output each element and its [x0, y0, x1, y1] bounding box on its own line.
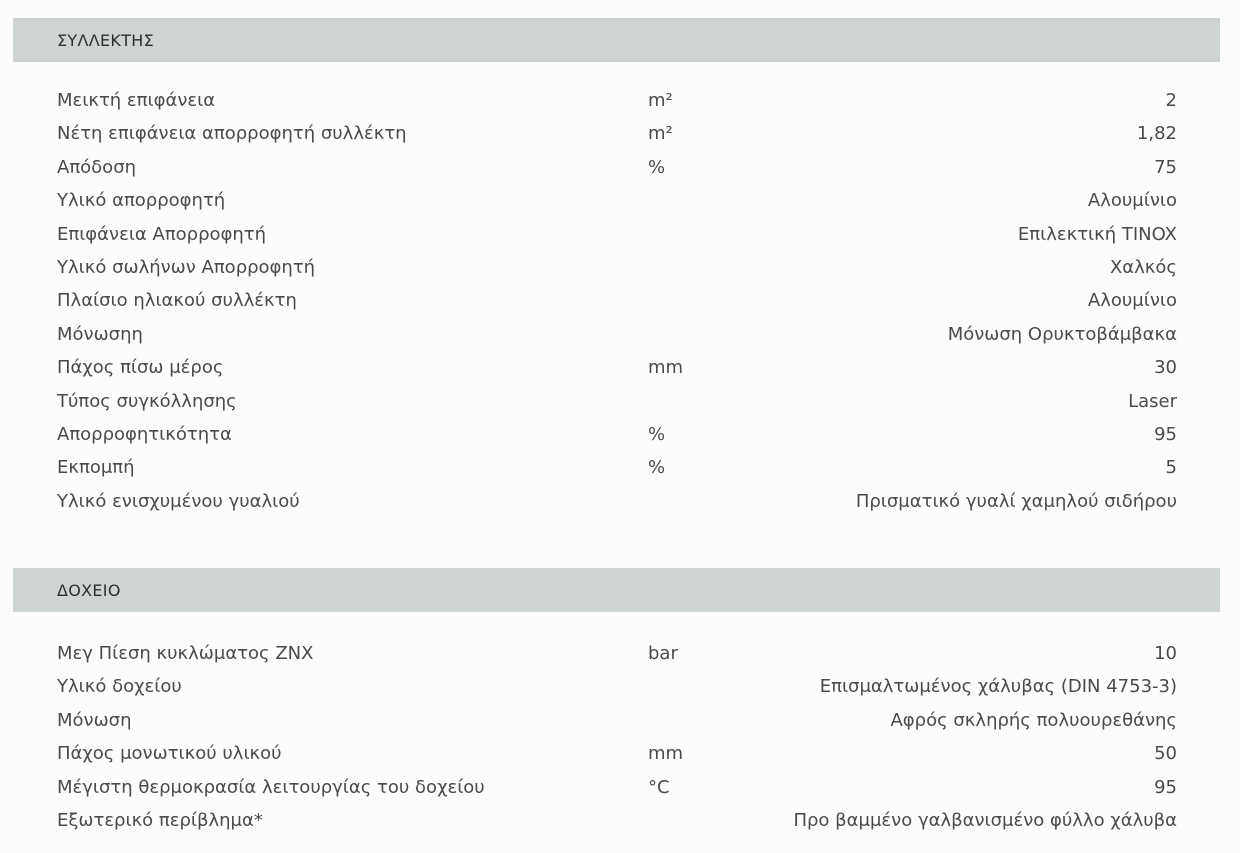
row-label: Πάχος μονωτικού υλικού — [57, 743, 282, 765]
row-value: Laser — [1128, 390, 1177, 412]
row-unit: % — [648, 457, 666, 479]
row-unit: % — [648, 156, 666, 178]
table-row — [57, 385, 1177, 418]
row-label: Μέγιστη θερμοκρασία λειτουργίας του δοχείου — [57, 776, 485, 798]
section-title-tank: ΔΟΧΕΙΟ — [57, 580, 121, 600]
row-label: Πλαίσιο ηλιακού συλλέκτη — [57, 290, 297, 312]
row-unit: m² — [648, 90, 673, 111]
row-value: 95 — [1154, 776, 1177, 798]
table-row — [57, 451, 1177, 484]
table-row — [57, 218, 1177, 251]
row-unit: m² — [648, 123, 673, 145]
row-label: Τύπος συγκόλλησης — [57, 390, 237, 412]
table-row — [57, 251, 1177, 284]
table-row — [57, 485, 1177, 518]
table-row — [57, 771, 1177, 804]
row-unit: mm — [648, 357, 684, 379]
table-row — [57, 318, 1177, 351]
row-value: Αλουμίνιο — [1087, 290, 1177, 312]
row-label: Απορροφητικότητα — [57, 423, 232, 445]
section-header-collector — [13, 18, 1220, 62]
spec-table-collector — [57, 84, 1177, 518]
row-label: Εξωτερικό περίβλημα* — [57, 809, 263, 831]
row-value: 5 — [1165, 457, 1177, 479]
row-value: 95 — [1154, 423, 1177, 445]
row-label: Πάχος πίσω μέρος — [57, 357, 224, 379]
row-label: Μεγ Πίεση κυκλώματος ΖΝΧ — [57, 643, 314, 664]
table-row — [57, 804, 1177, 837]
table-row — [57, 117, 1177, 150]
row-label: Απόδοση — [57, 156, 137, 178]
table-row — [57, 151, 1177, 184]
row-label: Επιφάνεια Απορροφητή — [57, 223, 267, 245]
section-header-tank — [13, 568, 1220, 612]
table-row — [57, 84, 1177, 117]
row-value: Επισμαλτωμένος χάλυβας (DIN 4753-3) — [819, 676, 1177, 698]
row-value: 30 — [1154, 357, 1177, 379]
row-value: Μόνωση Ορυκτοβάμβακα — [947, 323, 1177, 345]
row-value: Χαλκός — [1109, 256, 1177, 278]
row-value: Προ βαμμένο γαλβανισμένο φύλλο χάλυβα — [793, 809, 1177, 831]
row-value: 1,82 — [1136, 123, 1177, 145]
row-label: Εκπομπή — [57, 457, 135, 479]
row-label: Μεικτή επιφάνεια — [57, 90, 216, 111]
row-label: Υλικό σωλήνων Απορροφητή — [57, 256, 316, 278]
spec-table-tank — [57, 637, 1177, 837]
table-row — [57, 670, 1177, 703]
row-value: 50 — [1154, 743, 1177, 765]
table-row — [57, 737, 1177, 770]
table-row — [57, 418, 1177, 451]
row-label: Μόνωσηη — [57, 323, 143, 345]
row-label: Υλικό δοχείου — [57, 676, 182, 698]
section-title-collector: ΣΥΛΛΕΚΤΗΣ — [57, 30, 154, 50]
table-row — [57, 184, 1177, 217]
row-label: Νέτη επιφάνεια απορροφητή συλλέκτη — [57, 123, 407, 145]
row-value: 75 — [1154, 156, 1177, 178]
table-row — [57, 704, 1177, 737]
row-unit: °C — [648, 776, 670, 798]
table-row — [57, 351, 1177, 384]
row-unit: mm — [648, 743, 684, 765]
table-row — [57, 637, 1177, 670]
row-value: 10 — [1154, 643, 1177, 664]
row-value: Αφρός σκληρής πολυουρεθάνης — [890, 709, 1177, 731]
row-unit: % — [648, 423, 666, 445]
row-value: Επιλεκτική TINOX — [1017, 223, 1177, 245]
row-value: Αλουμίνιο — [1087, 190, 1177, 212]
row-label: Υλικό ενισχυμένου γυαλιού — [57, 490, 300, 512]
row-value: Πρισματικό γυαλί χαμηλού σιδήρου — [855, 490, 1177, 512]
row-label: Υλικό απορροφητή — [57, 190, 226, 212]
row-value: 2 — [1165, 90, 1177, 111]
row-label: Μόνωση — [57, 709, 132, 731]
row-unit: bar — [648, 643, 678, 664]
table-row — [57, 284, 1177, 317]
